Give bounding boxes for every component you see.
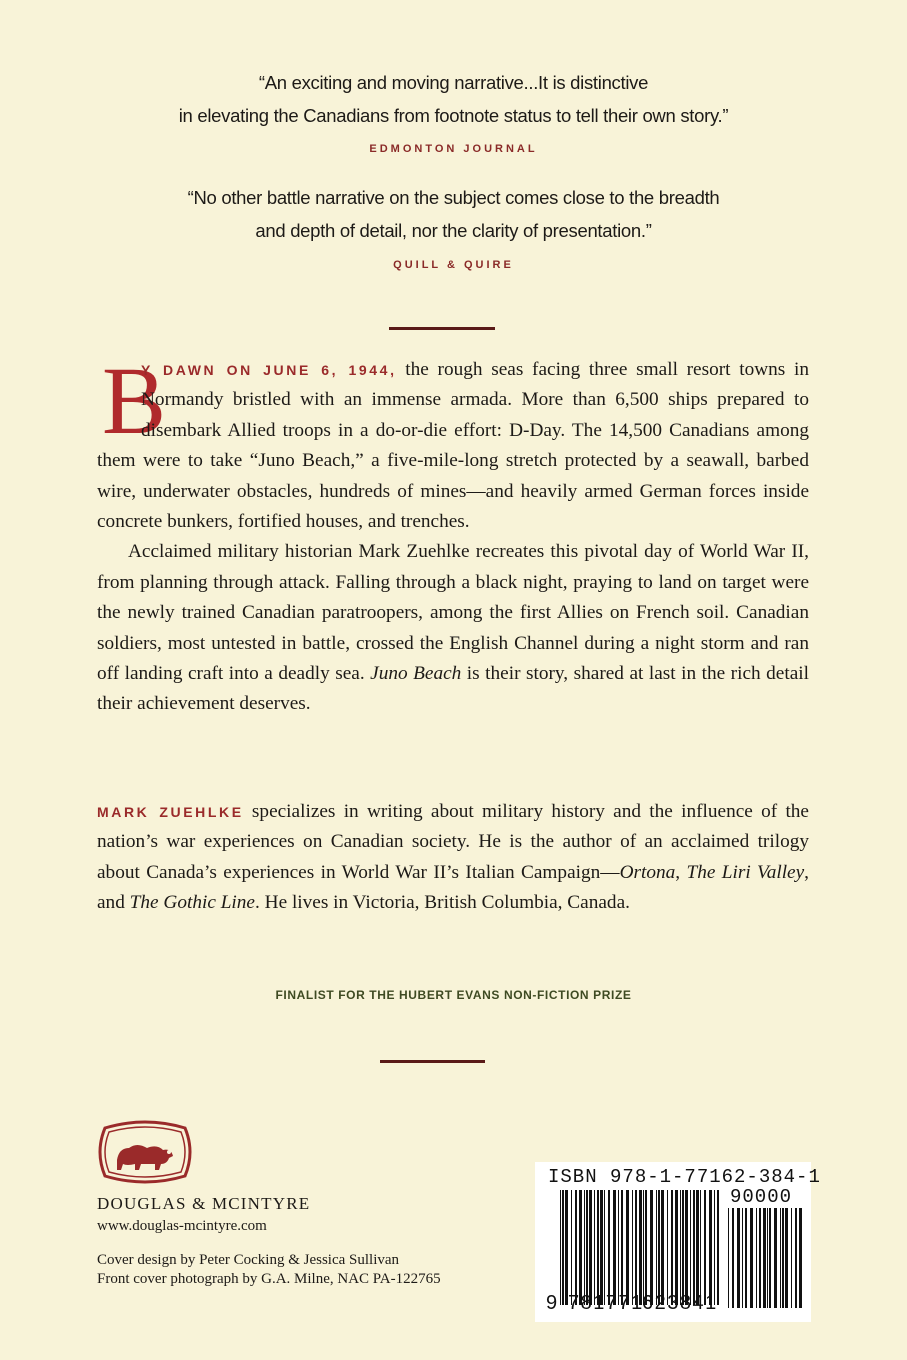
lead-in: Y DAWN ON JUNE 6, 1944,	[141, 362, 397, 378]
barcode-bar	[597, 1190, 599, 1305]
separator: , and	[97, 861, 809, 914]
barcode-bar	[575, 1190, 577, 1305]
barcode-bar	[675, 1190, 678, 1305]
barcode-bar	[589, 1190, 592, 1305]
barcode-bar	[774, 1208, 777, 1308]
publisher-name: DOUGLAS & MCINTYRE	[97, 1194, 311, 1213]
cover-design-credit: Cover design by Peter Cocking & Jessica Sullivan	[97, 1252, 400, 1268]
barcode-bar	[626, 1190, 629, 1305]
barcode-bar	[560, 1190, 561, 1305]
barcode-bar	[608, 1190, 610, 1305]
barcode-bar	[571, 1190, 572, 1305]
barcode-bar	[600, 1190, 603, 1305]
barcode-bar	[604, 1190, 605, 1305]
divider-bottom	[380, 1060, 485, 1063]
separator: ,	[675, 861, 687, 883]
barcode-bar	[671, 1190, 673, 1305]
description-paragraph-2	[97, 537, 809, 719]
book-liri-valley: The Liri Valley	[686, 861, 805, 883]
barcode-bar	[682, 1190, 684, 1305]
barcode-bar	[756, 1208, 757, 1308]
barcode-bar	[584, 1190, 585, 1305]
barcode-lead-digit: 9	[546, 1292, 558, 1314]
barcode-bar	[732, 1208, 734, 1308]
barcode-bar	[769, 1208, 771, 1308]
barcode-bar	[750, 1208, 753, 1308]
isbn: ISBN 978-1-77162-384-1	[548, 1166, 821, 1188]
barcode-bar	[643, 1190, 644, 1305]
description-p2-end: is their story, shared at last in the rich detail their achievement deserves.	[97, 663, 809, 715]
publisher-logo-icon	[97, 1118, 193, 1186]
barcode-bar	[667, 1190, 668, 1305]
author-bio-a: specializes in writing about military history and the influence of the nation’s war experiences on Canadian society. He is the author of an acclaimed trilogy about Canada’s experiences in World War II’s Italian Campaign—	[97, 801, 809, 883]
barcode-bar	[579, 1190, 582, 1305]
barcode-bar	[767, 1208, 768, 1308]
barcode-bar	[717, 1190, 719, 1305]
quote-2	[150, 181, 757, 247]
barcode-bar	[635, 1190, 637, 1305]
barcode-digits-right: 623841	[642, 1292, 718, 1314]
barcode-bar	[645, 1190, 647, 1305]
barcode-bar	[742, 1208, 743, 1308]
description-p2-start: Acclaimed military historian Mark Zuehlke recreates this pivotal day of World War II, from planning through attack. Falling through a black night, praying to land on target were the newly trained Canadian paratroopers, among the first Allies on French soil. Canadian soldiers, most untested in battle, crossed the English Channel during a night storm and ran off landing craft into a deadly sea.	[97, 541, 809, 685]
quote-2-source: QUILL & QUIRE	[393, 259, 514, 271]
barcode-bar	[759, 1208, 761, 1308]
quote-1-line-1: “An exciting and moving narrative...It is distinctive	[258, 72, 649, 93]
author-bio-paragraph	[97, 797, 809, 919]
barcode-bar	[700, 1190, 701, 1305]
quote-1	[150, 66, 757, 132]
quote-1-source: EDMONTON JOURNAL	[369, 143, 538, 155]
description-paragraph-1	[97, 347, 809, 537]
barcode-bar	[782, 1208, 784, 1308]
barcode-bar	[745, 1208, 747, 1308]
barcode-bar	[693, 1190, 695, 1305]
barcode-bar	[690, 1190, 691, 1305]
barcode-bar	[632, 1190, 633, 1305]
barcode-bar	[737, 1208, 740, 1308]
photo-credit: Front cover photograph by G.A. Milne, NAC PA-122765	[97, 1271, 441, 1287]
barcode-bar	[795, 1208, 797, 1308]
barcode-bar	[658, 1190, 660, 1305]
barcode-bar	[763, 1208, 766, 1308]
author-bio-b: . He lives in Victoria, British Columbia, Canada.	[255, 892, 630, 914]
quote-1-line-2: in elevating the Canadians from footnote status to tell their own story.”	[178, 105, 729, 126]
barcode-bar	[565, 1190, 568, 1305]
barcode-bar	[613, 1190, 616, 1305]
author-bio	[97, 797, 809, 919]
barcode-bar	[704, 1190, 706, 1305]
barcode-bar	[685, 1190, 688, 1305]
barcode-bar	[586, 1190, 588, 1305]
barcode-bar	[728, 1208, 729, 1308]
price-barcode-bars	[728, 1208, 802, 1308]
barcode-bar	[594, 1190, 595, 1305]
barcode-bar	[680, 1190, 681, 1305]
barcode-bar	[650, 1190, 653, 1305]
description-p1-text: the rough seas facing three small resort towns in Normandy bristled with an immense armada. More than 6,500 ships prepared to disembark Allied troops in a do-or-die effort: D-Day. The 14,500 Canadians among them were to take “Juno Beach,” a five-mile-long stretch protected by a seawall, barbed wire, underwater obstacles, hundreds of mines—and heavily armed German forces inside concrete bunkers, fortified houses, and trenches.	[97, 359, 809, 533]
finalist-note: FINALIST FOR THE HUBERT EVANS NON-FICTION PRIZE	[275, 988, 632, 1002]
barcode-bar	[785, 1208, 788, 1308]
barcode-bar	[714, 1190, 715, 1305]
barcode-bars	[560, 1190, 720, 1305]
quote-2-line-1: “No other battle narrative on the subject comes close to the breadth	[187, 187, 720, 208]
barcode-bar	[639, 1190, 642, 1305]
divider-top	[389, 327, 495, 330]
barcode-bar	[656, 1190, 657, 1305]
quote-2-line-2: and depth of detail, nor the clarity of presentation.”	[255, 220, 652, 241]
book-ortona: Ortona	[619, 861, 676, 883]
price-code: 90000	[730, 1186, 793, 1208]
barcode-bar	[562, 1190, 564, 1305]
barcode-bar	[780, 1208, 781, 1308]
drop-cap: B	[102, 347, 167, 454]
book-title-juno-beach: Juno Beach	[370, 663, 462, 685]
barcode-bar	[621, 1190, 623, 1305]
description	[97, 347, 809, 720]
barcode-bar	[709, 1190, 712, 1305]
drop-cap-space	[97, 347, 167, 454]
barcode-bar	[791, 1208, 792, 1308]
book-gothic-line: The Gothic Line	[129, 892, 255, 914]
barcode-bar	[799, 1208, 802, 1308]
barcode-bar	[618, 1190, 619, 1305]
barcode-bar	[661, 1190, 664, 1305]
barcode-digits-left: 781771	[568, 1292, 644, 1314]
author-name: MARK ZUEHLKE	[97, 804, 244, 820]
publisher-url[interactable]: www.douglas-mcintyre.com	[97, 1218, 267, 1234]
barcode-bar	[696, 1190, 699, 1305]
